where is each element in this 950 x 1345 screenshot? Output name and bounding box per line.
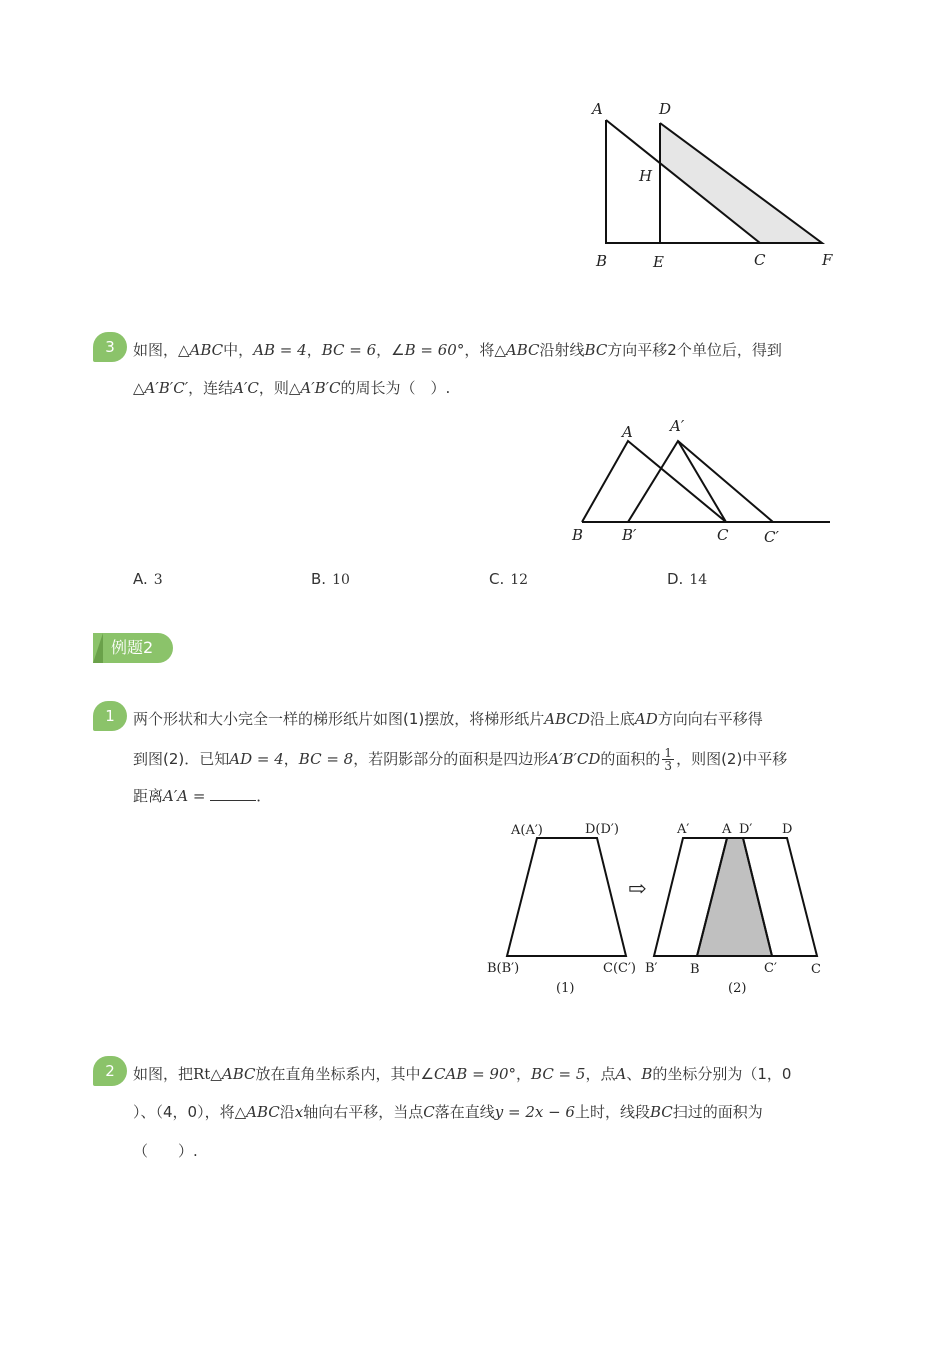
label-c: C	[811, 962, 821, 977]
label-b-prime: B′	[645, 961, 658, 976]
option-a[interactable]: A. 3	[133, 570, 163, 588]
label-f: F	[822, 251, 833, 269]
q1-text-line3: 距离A′A = ．	[133, 787, 272, 805]
caption-fig1: (1)	[556, 981, 575, 996]
figure-translation-triangles	[585, 95, 845, 275]
label-a: A	[622, 423, 633, 441]
label-a-a-prime: A(A′)	[511, 823, 543, 838]
label-d-prime: D′	[739, 822, 753, 837]
question-number-badge: 2	[93, 1056, 127, 1086]
label-b: B	[690, 962, 700, 977]
question-number-badge: 3	[93, 332, 127, 362]
label-d: D	[659, 100, 672, 118]
caption-fig2: (2)	[728, 981, 747, 996]
label-a-prime: A′	[670, 417, 685, 435]
label-c: C	[754, 251, 766, 269]
q3-text-line1: 如图，△ABC中，AB = 4，BC = 6，∠B = 60°，将△ABC沿射线BC方向平移2个单位后，得到	[133, 341, 782, 359]
label-d-d-prime: D(D′)	[585, 822, 619, 837]
label-b-b-prime: B(B′)	[487, 961, 520, 976]
q3-text-line2: △A′B′C′，连结A′C，则△A′B′C的周长为（ ）.	[133, 379, 451, 397]
label-c: C	[717, 526, 729, 544]
trapezoid-fig1	[507, 838, 626, 956]
label-c-c-prime: C(C′)	[603, 961, 636, 976]
label-a: A	[592, 100, 603, 118]
label-c-prime: C′	[764, 528, 779, 546]
arrow-icon: ⇨	[628, 877, 647, 902]
label-b: B	[572, 526, 584, 544]
label-e: E	[653, 253, 664, 271]
q1-text-line1: 两个形状和大小完全一样的梯形纸片如图(1)摆放，将梯形纸片ABCD沿上底AD方向向右平移得	[133, 710, 763, 728]
option-b[interactable]: B. 10	[311, 570, 350, 588]
label-a: A	[722, 822, 732, 837]
figure-q3-triangles	[565, 415, 840, 550]
q2-text-line2: ）、（4，0），将△ABC沿x轴向右平移，当点C落在直线y = 2x − 6上时，线段BC扫过的面积为	[133, 1103, 763, 1121]
label-a-prime: A′	[677, 822, 690, 837]
triangle-a2b2c2	[628, 441, 773, 522]
option-c[interactable]: C. 12	[489, 570, 529, 588]
q2-text-line1: 如图，把Rt△ABC放在直角坐标系内，其中∠CAB = 90°，BC = 5，点A、B的坐标分别为（1，0	[133, 1065, 792, 1083]
label-c-prime: C′	[764, 961, 777, 976]
q2-text-line3: （ ）.	[133, 1142, 198, 1160]
answer-blank[interactable]	[210, 786, 256, 801]
shaded-trapezoid	[697, 838, 772, 956]
fraction-one-third: $\frac{1}{3}$	[664, 746, 673, 773]
figure-trapezoids	[480, 815, 840, 1000]
label-b: B	[596, 252, 608, 270]
label-h: H	[639, 167, 653, 185]
q1-text-line2: 到图(2)．已知AD = 4，BC = 8，若阴影部分的面积是四边形A′B′CD的面积的 $\frac{1}{3}$ ，则图(2)中平移	[133, 746, 788, 773]
label-b-prime: B′	[622, 526, 637, 544]
label-d: D	[782, 822, 793, 837]
segment-a2c	[678, 441, 726, 522]
example-section-tag: 例题2	[93, 633, 173, 663]
question-number-badge: 1	[93, 701, 127, 731]
option-d[interactable]: D. 14	[667, 570, 708, 588]
